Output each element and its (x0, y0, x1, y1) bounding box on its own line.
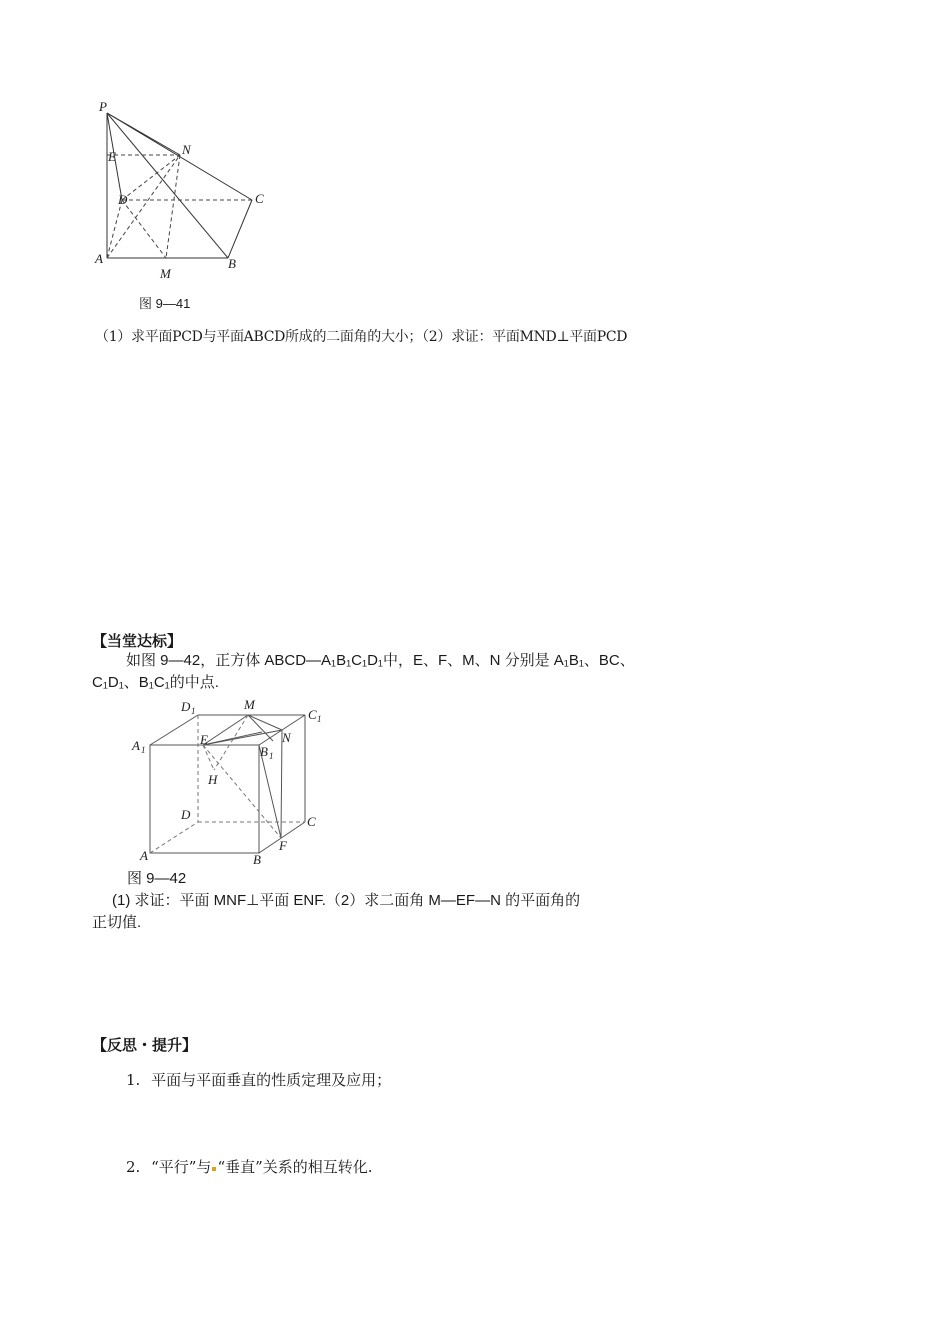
problem-2-question-line-1: (1) 求证：平面 MNF⊥平面 ENF.（2）求二面角 M—EF—N 的平面角的 (112, 892, 581, 909)
point-label: A (132, 738, 140, 753)
point-label: F (279, 838, 287, 853)
problem-1-text: （1）求平面PCD与平面ABCD所成的二面角的大小；（2）求证：平面MND⊥平面PCD (95, 329, 628, 345)
point-label: H (208, 772, 218, 787)
point-label: 1 (317, 714, 322, 724)
marker-dot (212, 1167, 216, 1171)
point-label: D (181, 699, 191, 714)
problem-2-question-line-2: 正切值. (92, 914, 142, 931)
point-label: A (140, 848, 148, 863)
point-label: B (228, 256, 236, 271)
point-label: B (260, 744, 268, 759)
point-label: C (307, 814, 316, 829)
problem-2-line-2: C₁D₁、B₁C₁的中点. (92, 674, 219, 691)
item-text-part-2: “垂直”关系的相互转化. (217, 1158, 373, 1176)
point-label: E (108, 149, 116, 164)
point-label: P (99, 99, 107, 114)
figure-9-42-caption: 图 9—42 (127, 870, 187, 887)
section-heading-practice: 【当堂达标】 (92, 633, 183, 650)
point-label: D (181, 807, 191, 822)
point-label: B (253, 852, 261, 867)
point-label: C (308, 707, 317, 722)
point-label: 1 (141, 745, 146, 755)
point-label: E (200, 732, 208, 747)
point-label: N (282, 730, 291, 745)
section-heading-reflection: 【反思・提升】 (92, 1037, 198, 1054)
point-label: D (118, 192, 128, 207)
figure-9-41 (88, 96, 278, 288)
point-label: 1 (191, 706, 196, 716)
item-text-part-1: “平行”与 (151, 1158, 212, 1176)
point-label: M (244, 697, 255, 712)
point-label: M (160, 266, 171, 281)
reflection-item-2 (126, 1157, 373, 1177)
point-label: 1 (269, 751, 274, 761)
item-text: 平面与平面垂直的性质定理及应用； (151, 1071, 392, 1089)
figure-9-42 (126, 694, 336, 870)
problem-2-line-1: 如图 9—42，正方体 ABCD—A₁B₁C₁D₁中，E、F、M、N 分别是 A₁B₁、BC、 (126, 652, 635, 669)
reflection-item-1 (126, 1070, 391, 1090)
item-number: 1. (126, 1071, 141, 1089)
figure-9-41-caption: 图 9—41 (139, 296, 191, 311)
item-number: 2. (126, 1158, 141, 1176)
point-label: A (95, 251, 103, 266)
point-label: N (182, 142, 191, 157)
point-label: C (255, 191, 264, 206)
